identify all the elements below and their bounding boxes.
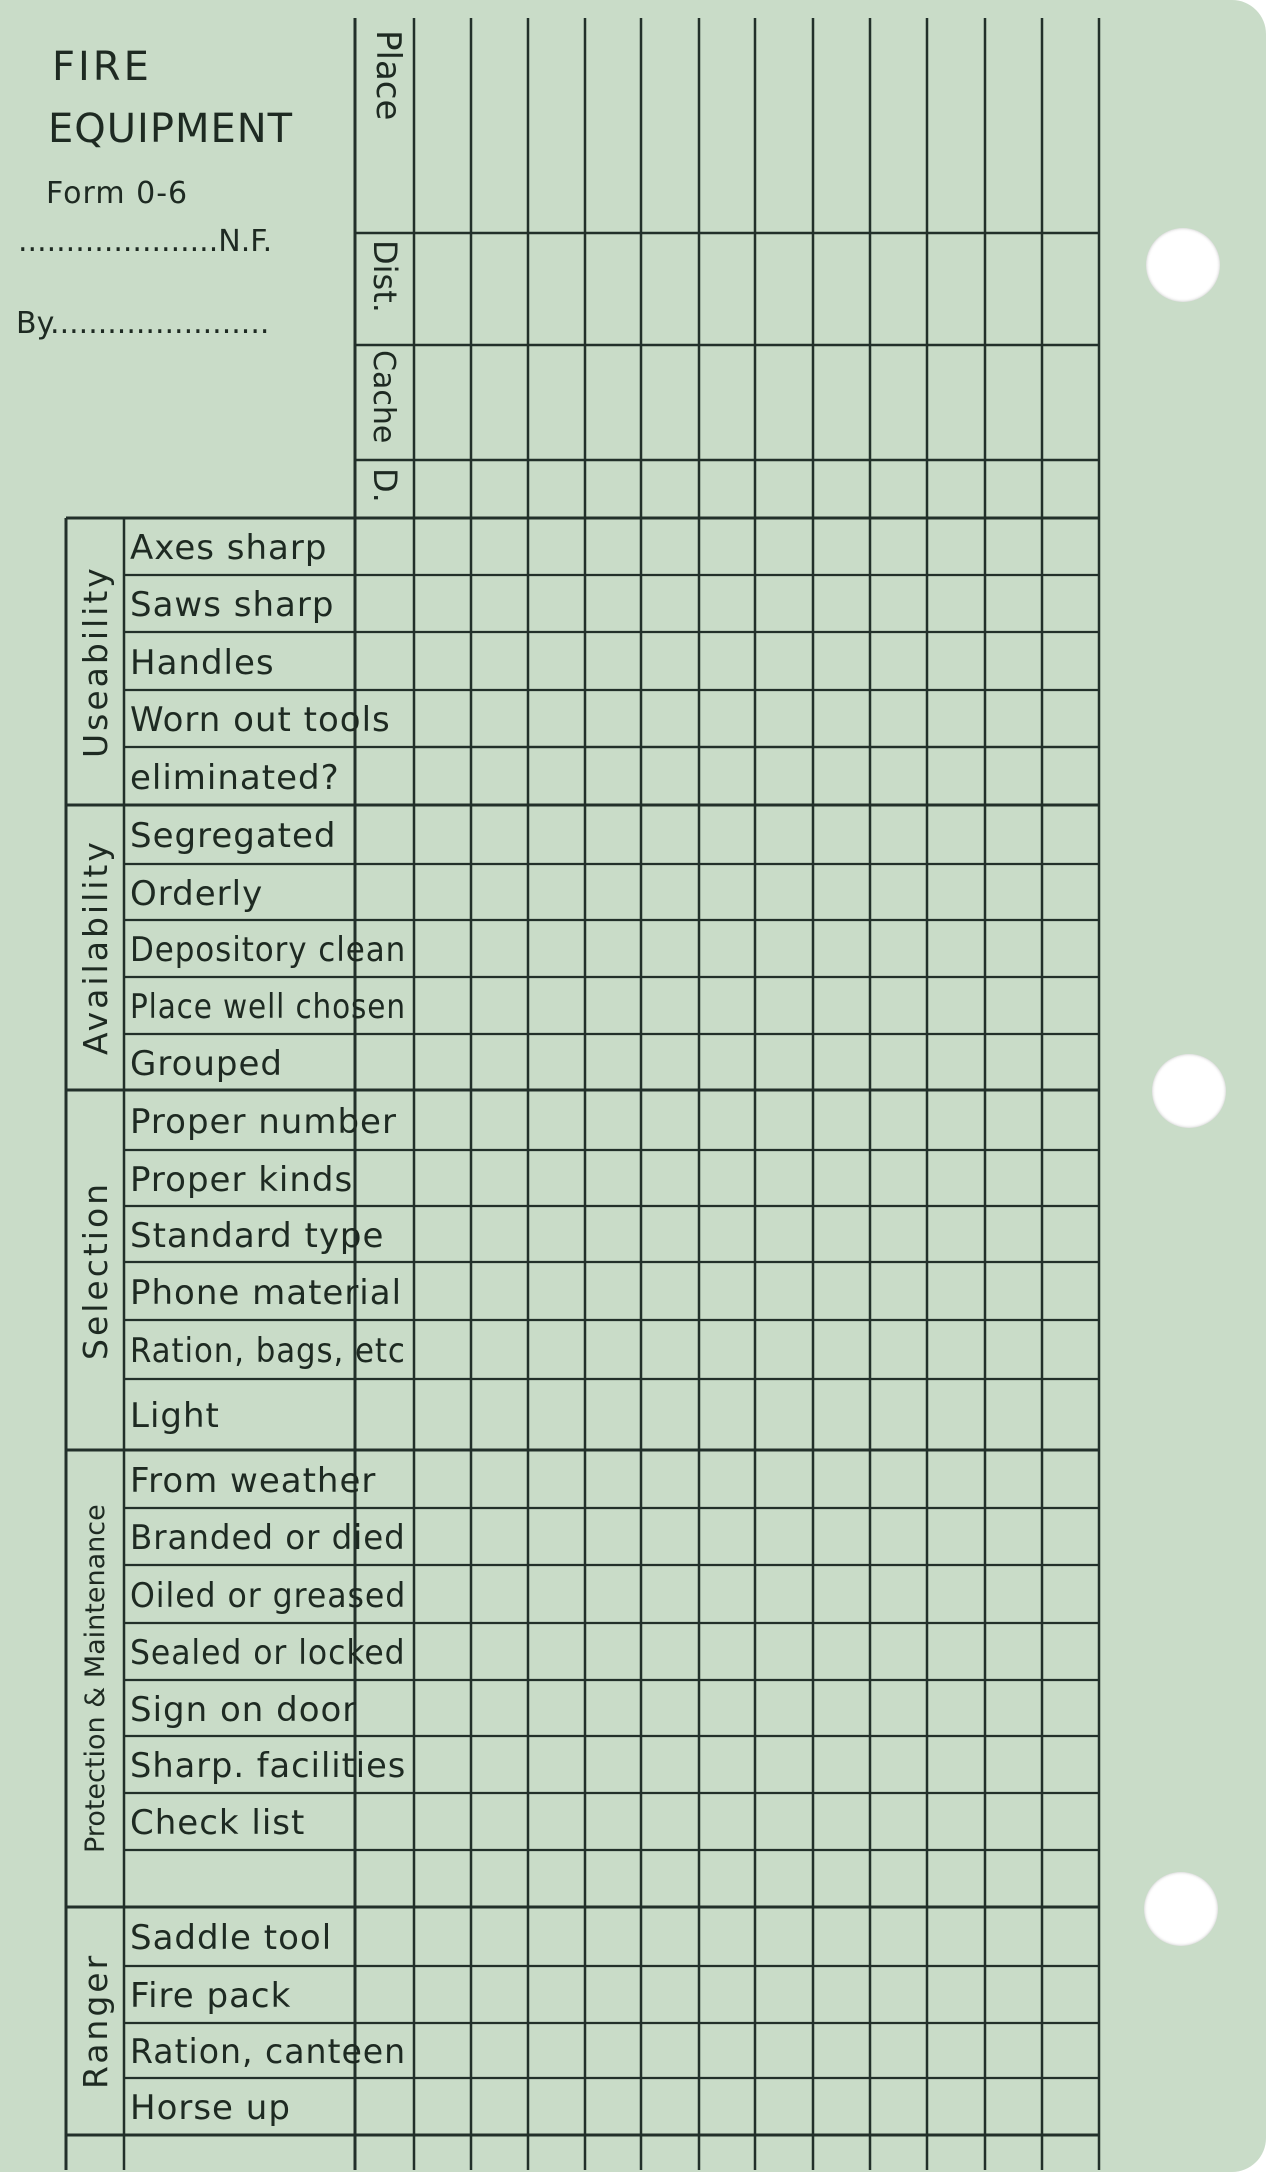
section-label-4: Ranger xyxy=(76,1952,115,2090)
row-label: Sign on door xyxy=(130,1690,358,1730)
form-title-line1: FIRE xyxy=(52,44,152,90)
row-label: Phone material xyxy=(130,1273,403,1313)
form-title-line2: EQUIPMENT xyxy=(48,106,294,152)
row-label: Horse up xyxy=(130,2088,291,2128)
row-label: Handles xyxy=(130,643,275,683)
row-label: Check list xyxy=(130,1803,306,1843)
column-header-place: Place xyxy=(368,30,408,121)
row-label: Proper kinds xyxy=(130,1160,354,1200)
row-label: Fire pack xyxy=(130,1976,292,2016)
row-label: Axes sharp xyxy=(130,528,328,568)
column-header-dist: Dist. xyxy=(366,240,404,313)
column-header-cache: Cache xyxy=(366,350,401,444)
row-label: Ration, canteen xyxy=(130,2032,407,2072)
row-label: Sharp. facilities xyxy=(130,1746,407,1786)
by-field: By....................... xyxy=(16,306,270,341)
national-forest-field: .....................N.F. xyxy=(18,224,273,259)
row-label: Proper number xyxy=(130,1102,397,1142)
row-label: Saws sharp xyxy=(130,585,335,625)
row-label: Sealed or locked xyxy=(130,1633,406,1673)
row-label: Orderly xyxy=(130,874,264,914)
row-label: eliminated? xyxy=(130,758,340,798)
section-label-1: Availability xyxy=(76,839,115,1056)
section-label-3: Protection & Maintenance xyxy=(80,1504,111,1853)
form-number: Form 0-6 xyxy=(46,176,189,211)
row-label: From weather xyxy=(130,1461,377,1501)
row-label: Worn out tools xyxy=(130,700,391,740)
row-label: Saddle tool xyxy=(130,1918,333,1958)
column-header-d: D. xyxy=(366,468,404,503)
row-label: Grouped xyxy=(130,1044,284,1084)
row-label: Depository clean xyxy=(130,930,407,970)
section-label-2: Selection xyxy=(76,1180,115,1360)
punch-hole-top xyxy=(1146,228,1220,302)
row-label: Branded or died xyxy=(130,1518,406,1558)
punch-hole-middle xyxy=(1152,1054,1226,1128)
row-label: Segregated xyxy=(130,816,337,856)
row-label: Ration, bags, etc xyxy=(130,1331,406,1371)
row-label: Light xyxy=(130,1396,220,1436)
section-label-0: Useability xyxy=(76,565,115,758)
row-label: Standard type xyxy=(130,1216,385,1256)
row-label: Place well chosen xyxy=(130,987,406,1027)
row-label: Oiled or greased xyxy=(130,1576,407,1616)
punch-hole-bottom xyxy=(1144,1872,1218,1946)
